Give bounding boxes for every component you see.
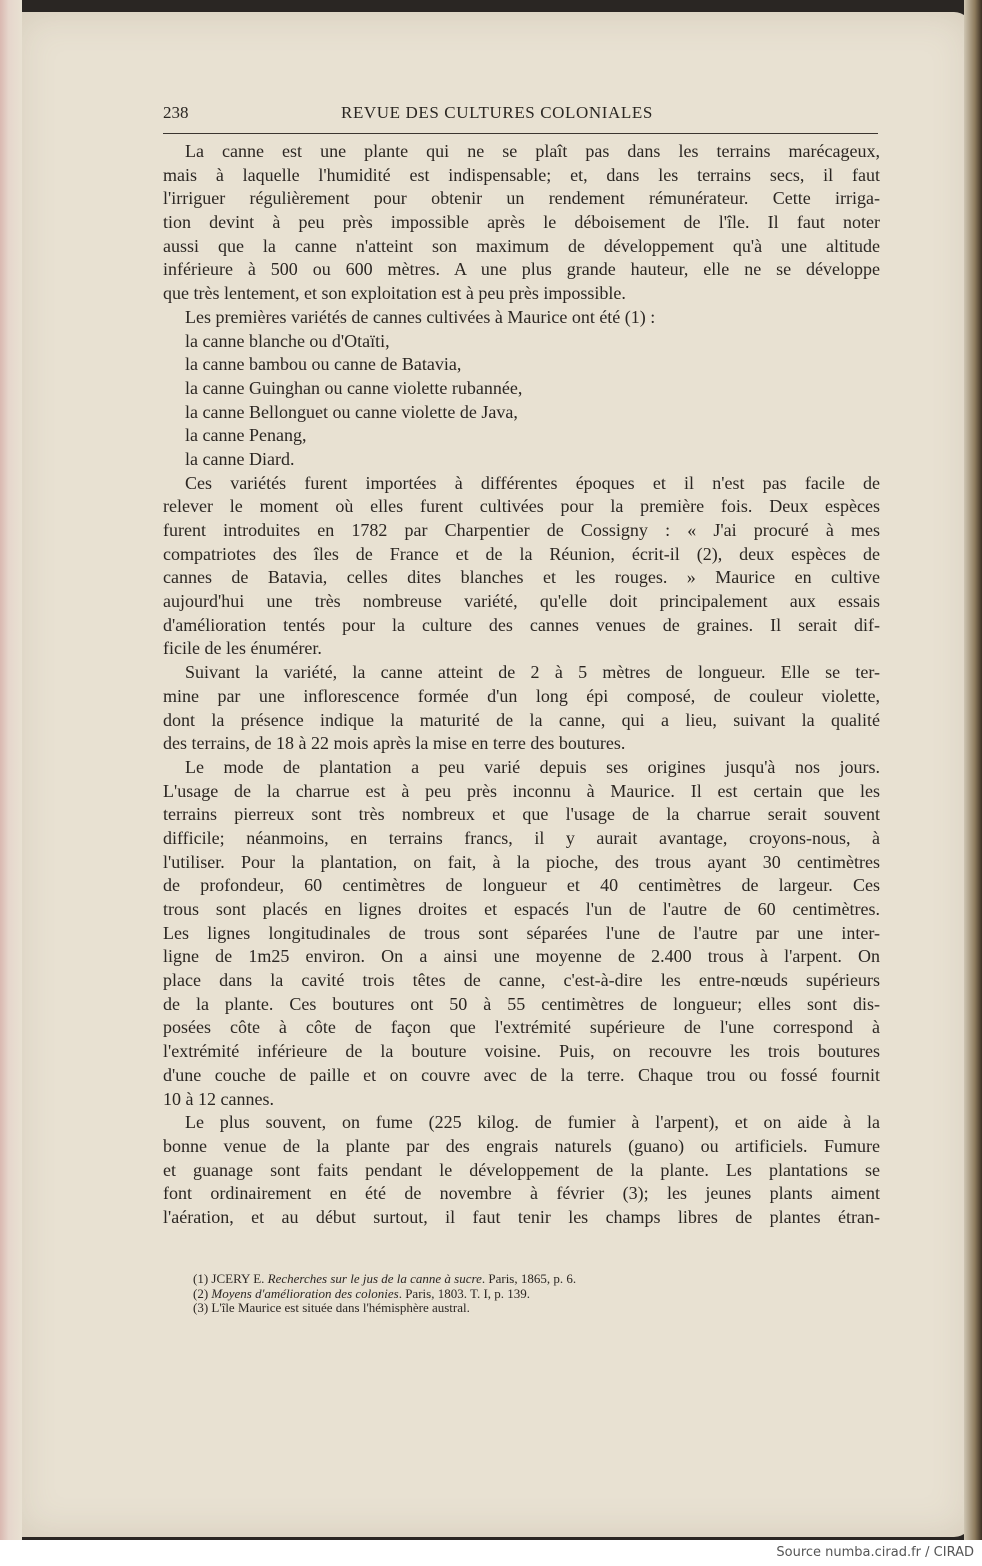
list-item: la canne Bellonguet ou canne violette de Java, [185,401,518,422]
running-header [163,101,878,129]
text-line: de profondeur, 60 centimètres de longueur et 40 centimètres de largeur. Ces [163,875,880,896]
text-line: mais à laquelle l'humidité est indispensable; et, dans les terrains secs, il faut [163,164,880,185]
footnote-title: Recherches sur le jus de la canne à sucre [267,1271,482,1286]
text-line: terrains pierreux sont très nombreux et que l'usage de la charrue serait souvent [163,804,880,825]
text-line: l'extrémité inférieure de la bouture voisine. Puis, on recouvre les trois boutures [163,1041,880,1062]
text-line: l'aération, et au début surtout, il faut tenir les champs libres de plantes étran- [163,1206,880,1227]
text-line: et guanage sont faits pendant le développement de la plante. Les plantations se [163,1159,880,1180]
header-rule [163,133,878,134]
text-line: Les lignes longitudinales de trous sont séparées l'une de l'autre par une inter- [163,922,880,943]
text-line: compatriotes des îles de France et de la Réunion, écrit-il (2), deux espèces de [163,543,880,564]
text-line: l'utiliser. Pour la plantation, on fait, à la pioche, des trous ayant 30 centimètres [163,851,880,872]
footnote-text: . Paris, 1803. T. I, p. 139. [398,1285,531,1301]
text-line: ligne de 1m25 environ. On a ainsi une moyenne de 2.400 trous à l'arpent. On [163,946,880,967]
text-line: La canne est une plante qui ne se plaît pas dans les terrains marécageux, [185,141,880,161]
text-line: place dans la cavité trois têtes de canne, c'est-à-dire les entre-nœuds supérieurs [163,970,880,991]
text-line: relever le moment où elles furent cultivées pour la première fois. Deux espèces [163,496,880,517]
text-line: aujourd'hui une très nombreuse variété, qu'elle doit principalement aux essais [163,591,880,612]
text-line: aussi que la canne n'atteint son maximum de développement qu'à une altitude [163,235,880,256]
page-number: 238 [163,103,189,122]
footnote [193,1272,753,1287]
footnote [193,1287,753,1302]
text-line: inférieure à 500 ou 600 mètres. A une plus grande hauteur, elle ne se développe [163,259,880,280]
text-line: L'usage de la charrue est à peu près inconnu à Maurice. Il est certain que les [163,780,880,801]
text-line: d'une couche de paille et on couvre avec de la terre. Chaque trou ou fossé fournit [163,1064,880,1085]
footnote-author: JCERY E. [211,1271,265,1286]
text-line: dont la présence indique la maturité de la canne, qui a lieu, suivant la qualité [163,709,880,730]
page-left-edge [0,0,22,1540]
footnote-title: Moyens d'amélioration des colonies [211,1285,399,1301]
text-line: l'irriguer régulièrement pour obtenir un rendement rémunérateur. Cette irriga- [163,188,880,209]
text-line: mine par une inflorescence formée d'un long épi composé, de couleur violette, [163,685,880,706]
footnote-number: (2) [193,1285,209,1301]
footnote-text: . Paris, 1865, p. 6. [481,1271,577,1286]
text-line: que très lentement, et son exploitation est à peu près impossible. [163,283,626,304]
text-line: bonne venue de la plante par des engrais naturels (guano) ou artificiels. Fumure [163,1135,880,1156]
list-item: la canne blanche ou d'Otaïti, [185,330,390,351]
book-spine-edge [964,0,982,1540]
text-line: Suivant la variété, la canne atteint de 2 à 5 mètres de longueur. Elle se ter- [185,662,880,683]
text-line: trous sont placés en lignes droites et espacés l'un de l'autre de 60 centimètres. [163,899,880,919]
text-line: font ordinairement en été de novembre à février (3); les jeunes plants aiment [163,1183,880,1204]
footnotes [193,1272,753,1316]
running-title: REVUE DES CULTURES COLONIALES [341,103,653,122]
text-line: Les premières variétés de cannes cultivées à Maurice ont été (1) : [185,306,656,327]
list-item: la canne Diard. [185,448,295,469]
text-line: cannes de Batavia, celles dites blanches et les rouges. » Maurice en cultive [163,567,880,588]
list-item: la canne Guinghan ou canne violette rubannée, [185,377,523,398]
text-line: furent introduites en 1782 par Charpentier de Cossigny : « J'ai procuré à mes [163,520,880,540]
text-line: Le mode de plantation a peu varié depuis ses origines jusqu'à nos jours. [185,756,880,777]
text-line: difficile; néanmoins, en terrains francs, il y aurait avantage, croyons-nous, à [163,827,880,848]
footnote [193,1301,753,1316]
footnote-text: L'île Maurice est située dans l'hémisphère austral. [211,1300,470,1315]
footnote-number: (1) [193,1271,209,1286]
source-credit: Source numba.cirad.fr / CIRAD [776,1545,974,1560]
text-line: posées côte à côte de façon que l'extrémité supérieure de l'une correspond à [163,1017,880,1038]
list-item: la canne Penang, [185,425,307,446]
body-text [163,140,880,1230]
list-item: la canne bambou ou canne de Batavia, [185,354,462,375]
footnote-number: (3) [193,1300,209,1315]
text-line: des terrains, de 18 à 22 mois après la mise en terre des boutures. [163,733,626,754]
text-line: Ces variétés furent importées à différentes époques et il n'est pas facile de [185,472,880,493]
text-line: de la plante. Ces boutures ont 50 à 55 centimètres de longueur; elles sont dis- [163,993,880,1014]
text-line: ficile de les énumérer. [163,638,322,659]
text-line: 10 à 12 cannes. [163,1088,274,1109]
text-line: Le plus souvent, on fume (225 kilog. de fumier à l'arpent), et on aide à la [185,1112,880,1133]
text-line: tion devint à peu près impossible après le déboisement de l'île. Il faut noter [163,212,880,233]
text-line: d'amélioration tentés pour la culture des cannes venues de graines. Il serait dif- [163,614,880,635]
